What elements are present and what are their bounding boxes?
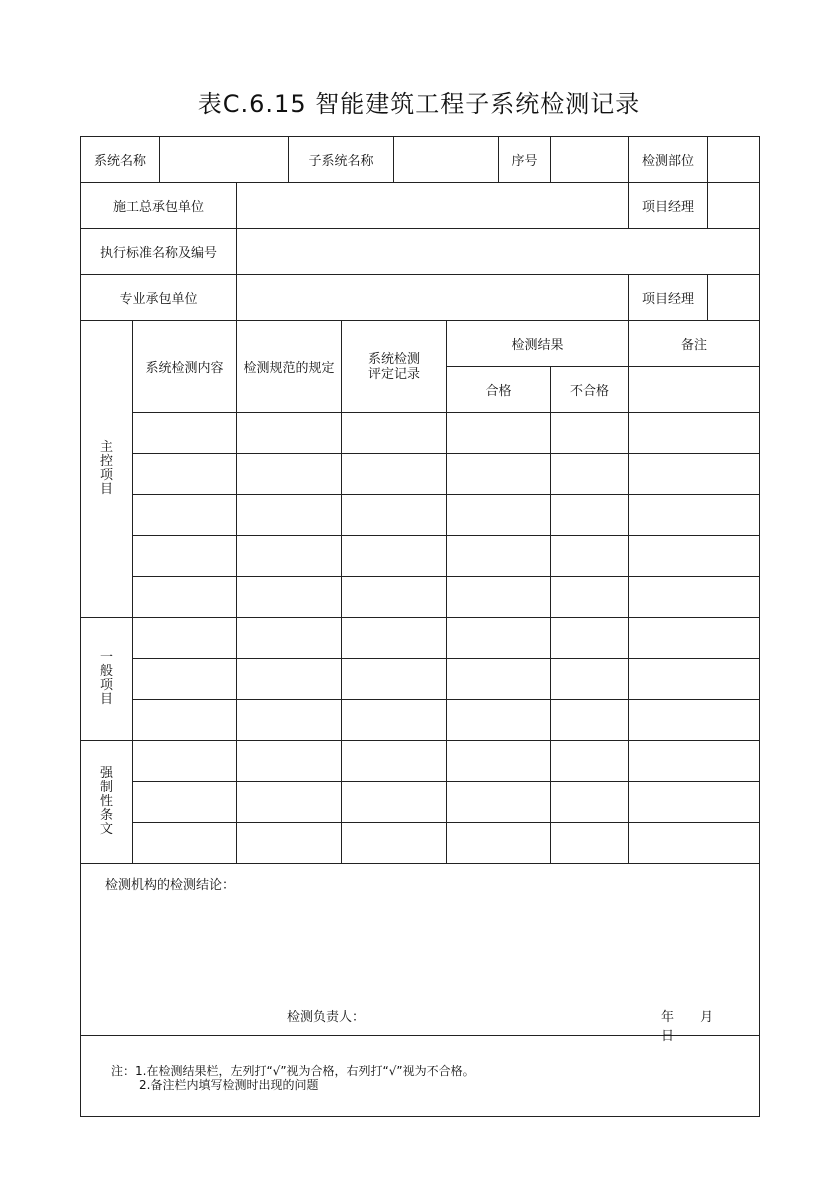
project-manager-label-2: 项目经理 [629,275,708,321]
remark-cell[interactable] [629,659,760,700]
conclusion-row [81,864,760,1036]
pass-cell[interactable] [447,495,551,536]
remark-cell[interactable] [629,454,760,495]
fail-cell[interactable] [551,413,629,454]
fail-cell[interactable] [551,823,629,864]
fail-cell[interactable] [551,536,629,577]
fail-cell[interactable] [551,659,629,700]
subsystem-name-field[interactable] [394,137,499,183]
remark-cell[interactable] [629,782,760,823]
content-cell[interactable] [133,700,237,741]
note-line-2: 2.备注栏内填写检测时出现的问题 [139,1078,319,1092]
record-cell[interactable] [342,577,447,618]
project-manager-label-1: 项目经理 [629,183,708,229]
fail-cell[interactable] [551,782,629,823]
col-fail-header: 不合格 [551,367,629,413]
spec-cell[interactable] [237,413,342,454]
pass-cell[interactable] [447,413,551,454]
system-name-field[interactable] [160,137,289,183]
subsystem-name-label: 子系统名称 [289,137,394,183]
header-row-standard [81,229,760,275]
table-row [81,413,760,454]
record-cell[interactable] [342,495,447,536]
col-record-line1: 系统检测 [368,351,421,367]
pass-cell[interactable] [447,454,551,495]
fail-cell[interactable] [551,454,629,495]
remark-cell[interactable] [629,536,760,577]
record-cell[interactable] [342,741,447,782]
record-cell[interactable] [342,700,447,741]
spec-cell[interactable] [237,782,342,823]
col-spec-header: 检测规范的规定 [237,321,342,413]
remark-cell[interactable] [629,413,760,454]
project-manager-field-2[interactable] [708,275,760,321]
fail-cell[interactable] [551,577,629,618]
remark-cell[interactable] [629,495,760,536]
table-row [81,577,760,618]
year-label: 年 [661,1010,675,1025]
content-cell[interactable] [133,782,237,823]
fail-cell[interactable] [551,700,629,741]
table-row [81,495,760,536]
page-title: 表C.6.15 智能建筑工程子系统检测记录 [197,90,641,118]
record-cell[interactable] [342,823,447,864]
spec-cell[interactable] [237,454,342,495]
spec-cell[interactable] [237,618,342,659]
table-row [81,741,760,782]
content-cell[interactable] [133,741,237,782]
col-record-header [342,321,447,413]
project-manager-field-1[interactable] [708,183,760,229]
system-name-label: 系统名称 [81,137,160,183]
pass-cell[interactable] [447,782,551,823]
record-cell[interactable] [342,536,447,577]
table-row [81,536,760,577]
content-cell[interactable] [133,659,237,700]
standard-name-label: 执行标准名称及编号 [81,229,237,275]
spec-cell[interactable] [237,741,342,782]
table-row [81,454,760,495]
record-cell[interactable] [342,454,447,495]
serial-no-field[interactable] [551,137,629,183]
note-line-1: 注：1.在检测结果栏，左列打“√”视为合格，右列打“√”视为不合格。 [111,1064,475,1078]
section-mandatory-label: 强制性条文 [99,766,113,837]
responsible-person-label: 检测负责人： [287,1010,366,1025]
record-cell[interactable] [342,618,447,659]
general-contractor-label: 施工总承包单位 [81,183,237,229]
col-record-line2: 评定记录 [368,366,421,382]
section-main-control [81,321,133,618]
conclusion-cell[interactable] [81,864,760,1044]
notes-cell [81,1036,760,1117]
standard-name-field[interactable] [237,229,760,275]
pass-cell[interactable] [447,618,551,659]
spec-cell[interactable] [237,536,342,577]
record-cell[interactable] [342,659,447,700]
general-contractor-field[interactable] [237,183,629,229]
col-content-header: 系统检测内容 [133,321,237,413]
section-general [81,618,133,741]
content-cell[interactable] [133,536,237,577]
content-cell[interactable] [133,823,237,864]
remark-cell[interactable] [629,618,760,659]
content-cell[interactable] [133,618,237,659]
remark-cell[interactable] [629,577,760,618]
content-cell[interactable] [133,495,237,536]
record-cell[interactable] [342,782,447,823]
table-row [81,782,760,823]
remark-cell[interactable] [629,700,760,741]
notes-row [81,1036,760,1117]
serial-no-label: 序号 [499,137,551,183]
table-row [81,823,760,864]
inspection-part-field[interactable] [708,137,760,183]
col-remark-header: 备注 [629,321,760,367]
pass-cell[interactable] [447,577,551,618]
inspection-part-label: 检测部位 [629,137,708,183]
pass-cell[interactable] [447,823,551,864]
column-header-row-1 [81,321,760,367]
col-remark-sub [629,367,760,413]
month-label: 月 [700,1010,714,1025]
section-general-label: 一般项目 [99,650,113,707]
content-cell[interactable] [133,577,237,618]
spec-cell[interactable] [237,700,342,741]
table-row [81,618,760,659]
remark-cell[interactable] [629,741,760,782]
header-row-contractor [81,183,760,229]
pass-cell[interactable] [447,700,551,741]
col-pass-header: 合格 [447,367,551,413]
spec-cell[interactable] [237,495,342,536]
table-row [81,700,760,741]
header-row-system [81,137,760,183]
day-label: 日 [661,1029,675,1044]
pass-cell[interactable] [447,536,551,577]
pass-cell[interactable] [447,741,551,782]
spec-cell[interactable] [237,823,342,864]
fail-cell[interactable] [551,495,629,536]
remark-cell[interactable] [629,823,760,864]
conclusion-label: 检测机构的检测结论： [105,878,236,893]
content-cell[interactable] [133,454,237,495]
inspection-record-table [80,136,760,1117]
fail-cell[interactable] [551,741,629,782]
col-result-header: 检测结果 [447,321,629,367]
fail-cell[interactable] [551,618,629,659]
specialty-contractor-label: 专业承包单位 [81,275,237,321]
content-cell[interactable] [133,413,237,454]
section-mandatory [81,741,133,864]
section-main-label: 主控项目 [99,440,113,497]
record-cell[interactable] [342,413,447,454]
table-row [81,659,760,700]
specialty-contractor-field[interactable] [237,275,629,321]
header-row-specialty [81,275,760,321]
spec-cell[interactable] [237,577,342,618]
pass-cell[interactable] [447,659,551,700]
spec-cell[interactable] [237,659,342,700]
